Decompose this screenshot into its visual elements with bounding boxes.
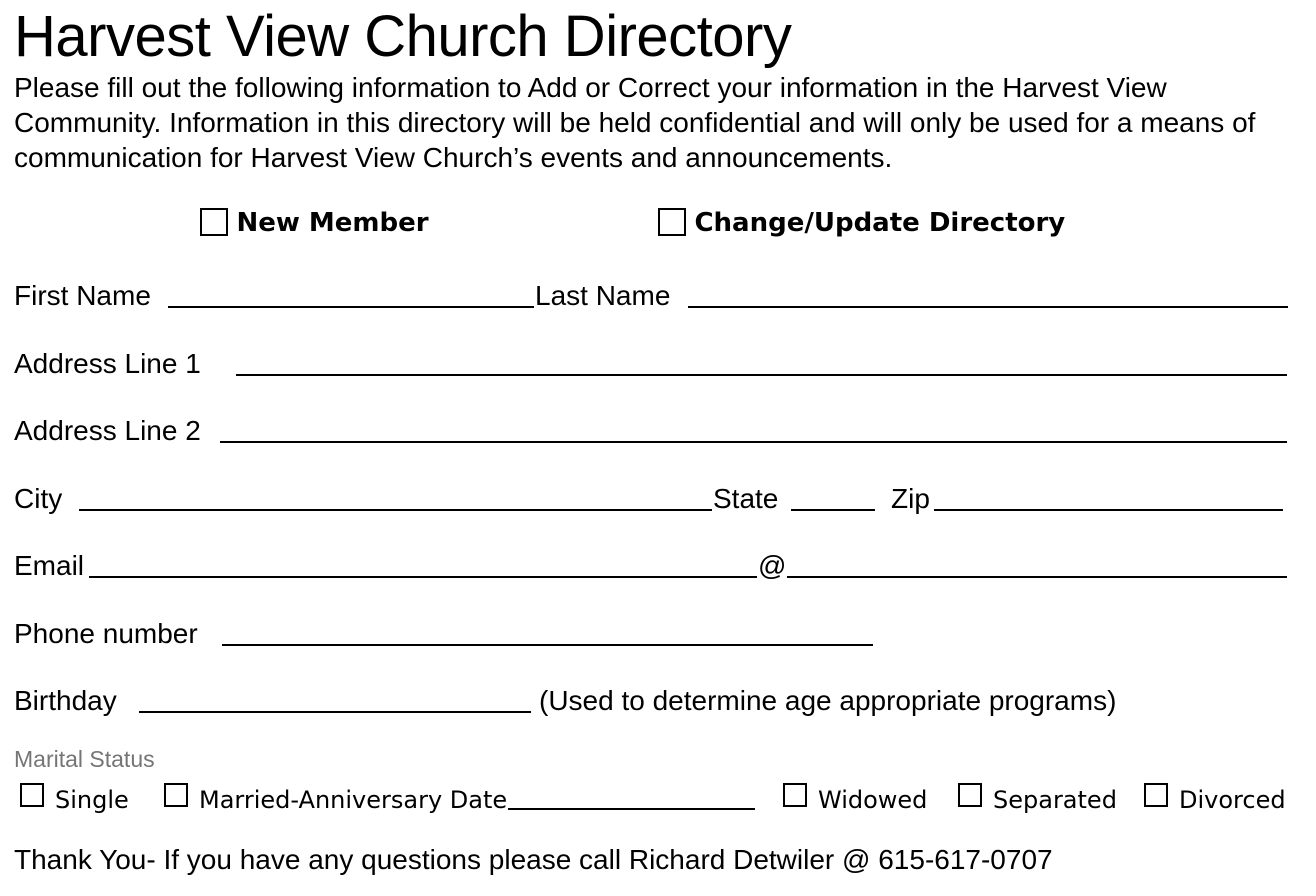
city-label: City [14,483,63,514]
single-label: Single [55,786,129,814]
married-label: Married-Anniversary Date [199,786,508,814]
email-user-field[interactable] [89,576,757,578]
birthday-field[interactable] [139,711,531,713]
intro-paragraph: Please fill out the following information to Add or Correct your information in the Harvest View Community. Information in this directory will be held confidential and will only be used for a means of communication for Harvest View Church’s events and announcements. [14,72,1256,173]
address-line-1-label: Address Line 1 [14,348,201,379]
last-name-label: Last Name [535,280,671,311]
new-member-option[interactable] [200,208,429,238]
phone-field[interactable] [222,644,873,646]
divorced-label: Divorced [1179,786,1286,814]
change-update-checkbox[interactable] [658,208,686,236]
last-name-field[interactable] [688,306,1288,308]
divorced-checkbox[interactable] [1144,783,1168,807]
widowed-label: Widowed [818,786,928,814]
email-domain-field[interactable] [787,576,1287,578]
first-name-field[interactable] [168,306,534,308]
first-name-label: First Name [14,280,151,311]
email-label: Email [14,550,85,581]
page-title: Harvest View Church Directory [14,4,792,69]
change-update-label: Change/Update Directory [694,208,1066,238]
address-line-2-field[interactable] [220,441,1287,443]
city-field[interactable] [79,509,712,511]
birthday-note: (Used to determine age appropriate programs) [539,685,1117,716]
single-checkbox[interactable] [20,783,44,807]
birthday-label: Birthday [14,685,117,716]
phone-label: Phone number [14,618,198,649]
zip-field[interactable] [934,509,1283,511]
married-checkbox[interactable] [164,783,188,807]
separated-checkbox[interactable] [958,783,982,807]
footer-contact-note: Thank You- If you have any questions please call Richard Detwiler @ 615-617-0707 [14,844,1053,875]
anniversary-date-field[interactable] [508,808,755,810]
email-at-sign: @ [758,550,787,581]
widowed-checkbox[interactable] [783,783,807,807]
new-member-checkbox[interactable] [200,208,228,236]
state-field[interactable] [791,509,875,511]
state-label: State [713,483,779,514]
change-update-option[interactable] [658,208,1065,238]
new-member-label: New Member [236,208,429,238]
zip-label: Zip [891,483,930,514]
separated-label: Separated [993,786,1117,814]
address-line-2-label: Address Line 2 [14,415,201,446]
marital-status-heading: Marital Status [14,746,155,772]
address-line-1-field[interactable] [236,374,1287,376]
